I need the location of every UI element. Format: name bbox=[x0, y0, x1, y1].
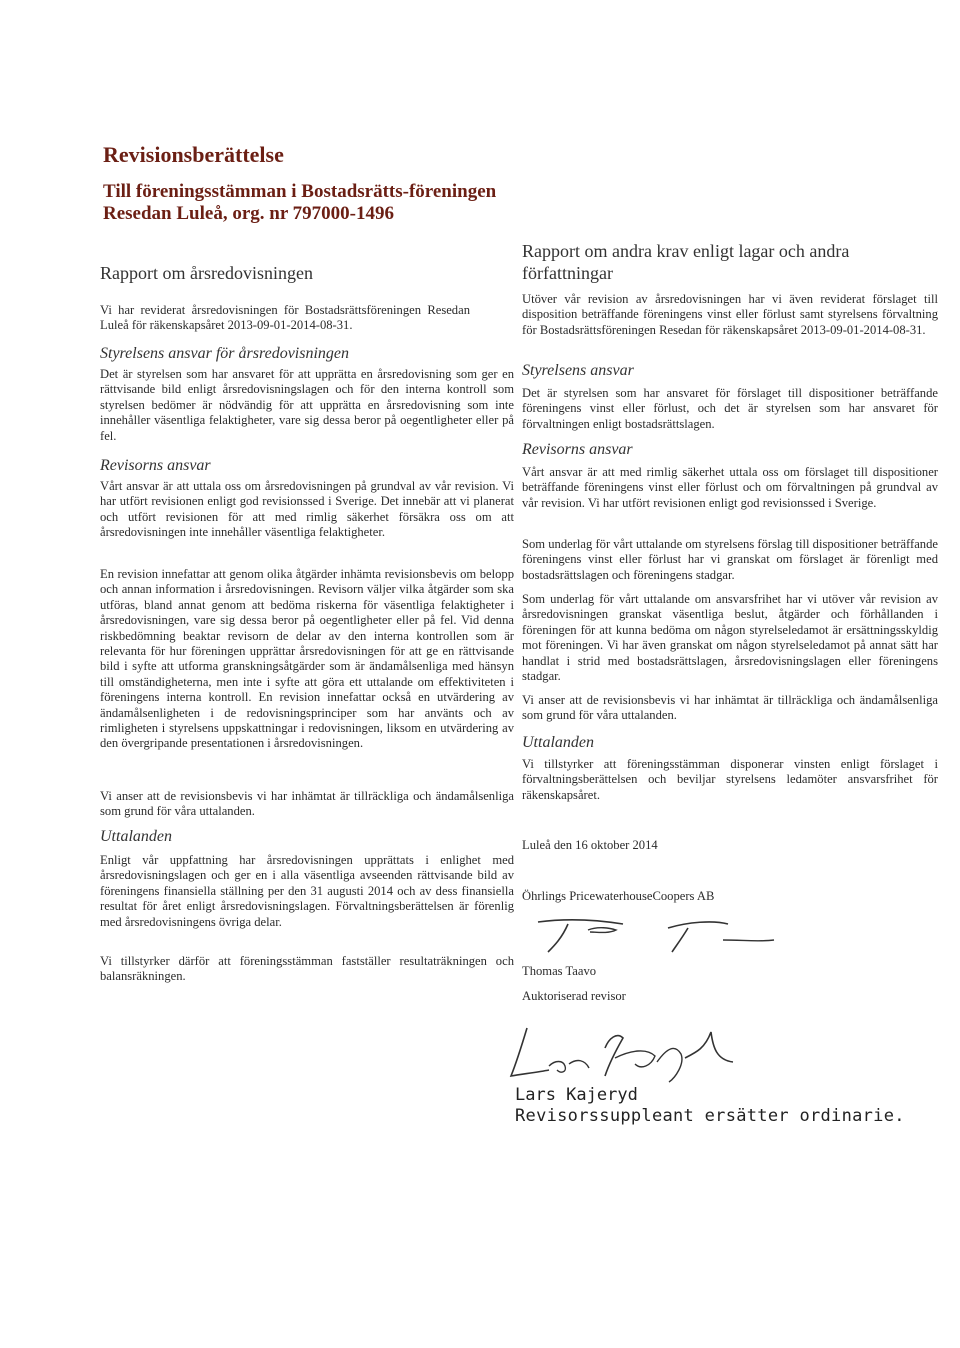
right-revisorns-text3: Som underlag för vårt uttalande om ansvarsfrihet har vi utöver vår revision av årsredovisningen granskat väsentliga beslut, åtgärder och förhållanden i föreningen för att kunna bedöma om någon styrelseledamot är ersättningsskyldig mot föreningen. Vi har även granskat om någon styrelseledamot på annat sätt har handlat i strid med bostadsrättslagen, årsredovisningslagen eller föreningens stadgar. bbox=[522, 592, 938, 684]
left-revisorns-text3: Vi anser att de revisionsbevis vi har inhämtat är tillräckliga och ändamålsenliga som grund för våra uttalanden. bbox=[100, 789, 514, 819]
signature-lars-kajeryd-icon bbox=[505, 1018, 745, 1088]
firm-name: Öhrlings PricewaterhouseCoopers AB bbox=[522, 889, 715, 903]
left-intro: Vi har reviderat årsredovisningen för Bostadsrättsföreningen Resedan Luleå för räkenskapsåret 2013-09-01-2014-08-31. bbox=[100, 303, 470, 333]
right-uttalanden-text: Vi tillstyrker att föreningsstämman disponerar vinsten enligt förslaget i förvaltningsberättelsen och beviljar styrelsens ledamöter ansvarsfrihet för räkenskapsåret. bbox=[522, 757, 938, 802]
right-revisorns-heading: Revisorns ansvar bbox=[522, 441, 633, 458]
left-uttalanden-text1: Enligt vår uppfattning har årsredovisningen upprättats i enlighet med årsredovisningslagen och ger en i alla väsentliga avseenden rättvisande bild av föreningens finansiella ställning per den 31 augusti 2014 och av dess finansiella resultat för året enligt årsredovisningslagen. Förvaltningsberättelsen är förenlig med årsredovisningens övriga delar. bbox=[100, 853, 514, 929]
left-uttalanden-heading: Uttalanden bbox=[100, 828, 172, 845]
left-revisorns-text1: Vårt ansvar är att uttala oss om årsredovisningen på grundval av vår revision. Vi har utfört revisionen enligt god revisionssed i Sverige. Det innebär att vi planerat och utfört revisionen för att med rimlig säkerhet försäkra oss om att årsredovisningen inte innehåller väsentliga felaktigheter. bbox=[100, 479, 514, 540]
right-revisorns-text1: Vårt ansvar är att med rimlig säkerhet uttala oss om förslaget till dispositioner beträffande föreningens vinst eller förlust och om förvaltningen på grundval av vår revision. Vi har utfört revisionen enligt god revisionssed i Sverige. bbox=[522, 465, 938, 510]
left-uttalanden-text2: Vi tillstyrker därför att föreningsstämman fastställer resultaträkningen och balansräkningen. bbox=[100, 954, 514, 984]
right-rapport-heading: Rapport om andra krav enligt lagar och andra författningar bbox=[522, 241, 850, 283]
signer1-title: Auktoriserad revisor bbox=[522, 989, 626, 1003]
right-revisorns-text4: Vi anser att de revisionsbevis vi har inhämtat är tillräckliga och ändamålsenliga som grund för våra uttalanden. bbox=[522, 693, 938, 723]
place-date: Luleå den 16 oktober 2014 bbox=[522, 838, 658, 852]
left-styrelsen-heading: Styrelsens ansvar för årsredovisningen bbox=[100, 345, 350, 362]
right-intro: Utöver vår revision av årsredovisningen har vi även reviderat förslaget till disposition beträffande föreningens vinst eller förlust samt styrelsens förvaltning för Bostadsrättsföreningen Resedan för räkenskapsåret 2013-09-01-2014-08-31. bbox=[522, 292, 938, 337]
signer1-name: Thomas Taavo bbox=[522, 964, 597, 978]
document-title: Revisionsberättelse bbox=[103, 142, 284, 167]
left-revisorns-heading: Revisorns ansvar bbox=[100, 457, 211, 474]
left-styrelsen-text: Det är styrelsen som har ansvaret för att upprätta en årsredovisning som ger en rättvisande bild enligt årsredovisningslagen och för den interna kontroll som styrelsen bedömer är nödvändig för att upprätta en årsredovisning som inte innehåller väsentliga felaktigheter, vare sig dessa beror på oegentligheter eller på fel. bbox=[100, 367, 514, 443]
right-revisorns-text2: Som underlag för vårt uttalande om styrelsens förslag till dispositioner beträffande föreningens vinst eller förlust har vi granskat om förslaget är förenligt med bostadsrättslagen och föreningens stadgar. bbox=[522, 537, 938, 582]
signer2-name: Lars Kajeryd bbox=[515, 1085, 638, 1105]
left-revisorns-text2: En revision innefattar att genom olika åtgärder inhämta revisionsbevis om belopp och annan information i årsredovisningen. Revisorn väljer vilka åtgärder som ska utföras, bland annat genom att bedöma riskerna för väsentliga felaktigheter i årsredovisningen, vare sig dessa beror på oegentligheter eller på fel. Vid denna riskbedömning beaktar revisorn de delar av den interna kontrollen som är relevanta för hur föreningen upprättar årsredovisningen för att ge en rättvisande bild i syfte att utforma granskningsåtgärder som är ändamålsenliga med hänsyn till omständigheterna, men inte i syfte att göra ett uttalande om effektiviteten i föreningens interna kontroll. En revision innefattar också en utvärdering av ändamålsenligheten i de redovisningsprinciper som har använts och av rimligheten i styrelsens uppskattningar i redovisningen, liksom en utvärdering av den övergripande presentationen i årsredovisningen. bbox=[100, 567, 514, 751]
signer2-note: Revisorssuppleant ersätter ordinarie. bbox=[515, 1106, 905, 1126]
document-subtitle: Till föreningsstämman i Bostadsrätts-föreningen Resedan Luleå, org. nr 797000-1496 bbox=[103, 181, 497, 224]
signature-thomas-taavo-icon bbox=[528, 910, 778, 960]
right-styrelsen-heading: Styrelsens ansvar bbox=[522, 362, 634, 379]
right-styrelsen-text: Det är styrelsen som har ansvaret för förslaget till dispositioner beträffande föreningens vinst eller förlust, och det är styrelsen som har ansvaret för förvaltningen enligt bostadsrättslagen. bbox=[522, 386, 938, 431]
left-rapport-heading: Rapport om årsredovisningen bbox=[100, 263, 313, 283]
right-uttalanden-heading: Uttalanden bbox=[522, 734, 594, 751]
